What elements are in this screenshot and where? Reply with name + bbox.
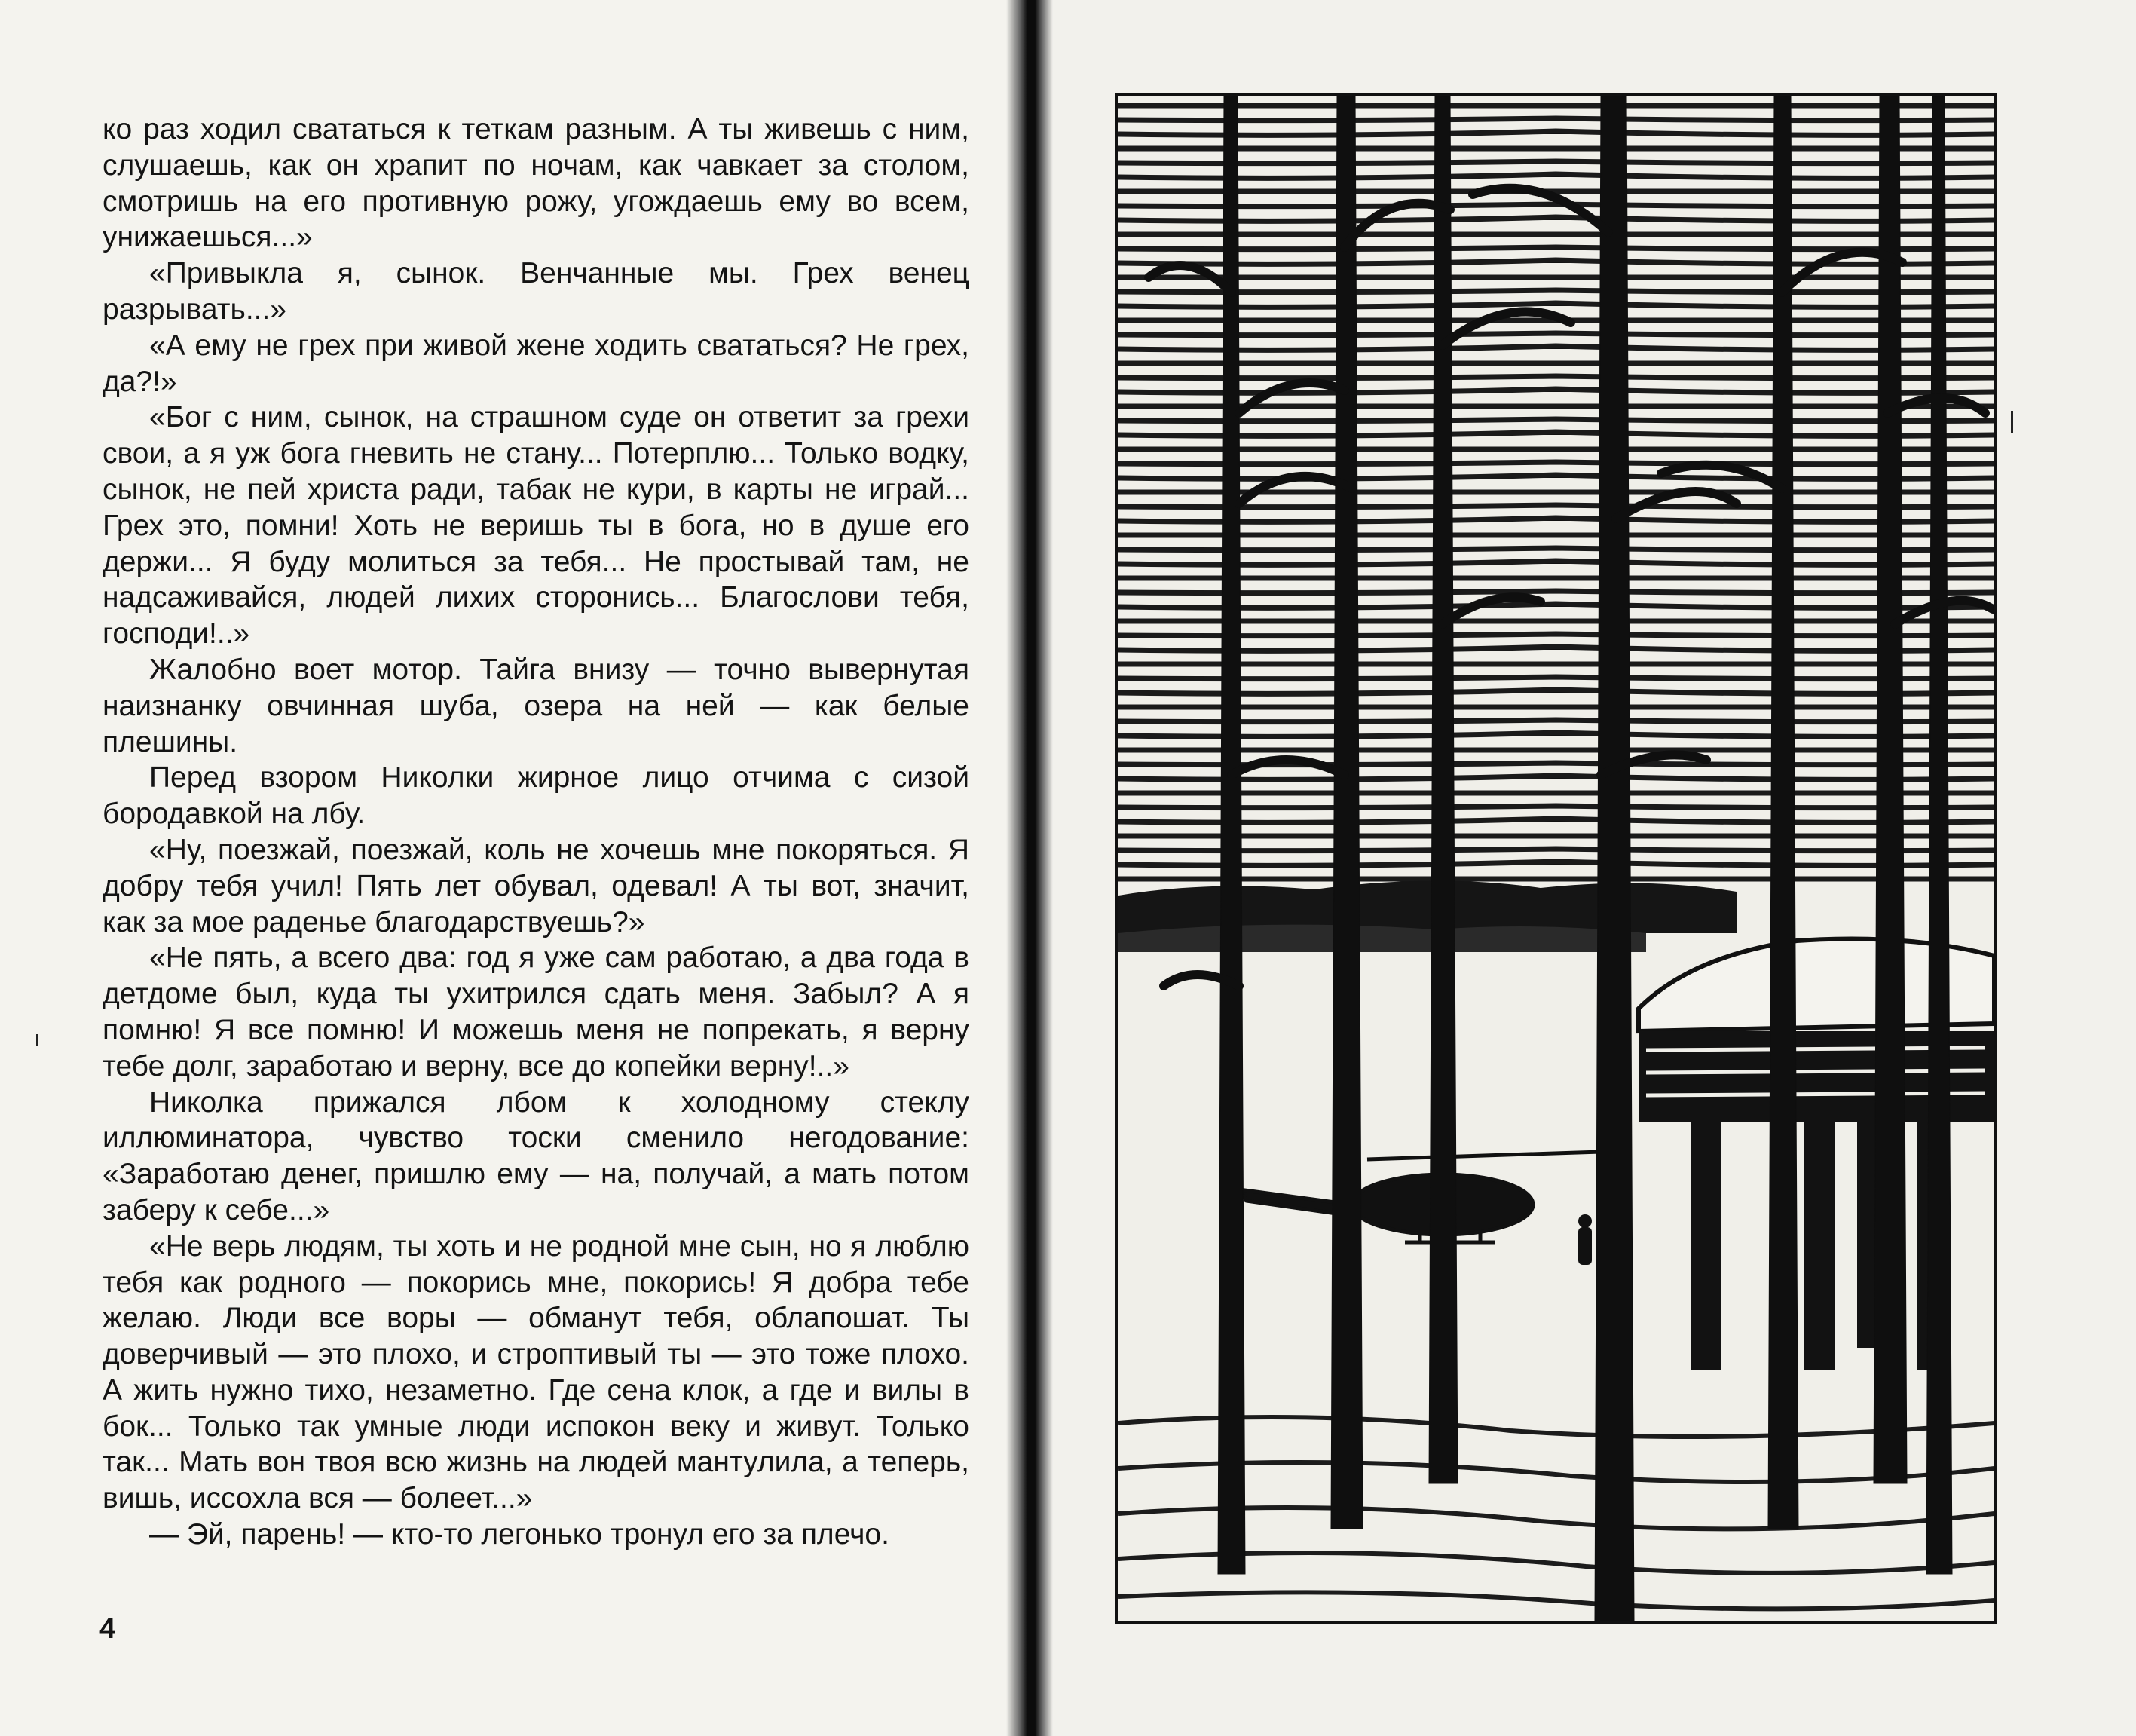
paragraph: «А ему не грех при живой жене ходить свататься? Не грех, да?!»	[103, 329, 969, 398]
paragraph: «Не верь людям, ты хоть и не родной мне сын, но я люблю тебя как родного — покорись мне, покорись! Я добра тебе желаю. Люди все воры — обманут тебя, облапошат. Ты доверчивый — это плохо, и строптивый ты — это тоже плохо. А жить нужно тихо, незаметно. Где сена клок, а где и вилы в бок... Только так умные люди испокон веку и живут. Только так... Мать вон твоя всю жизнь на людей мантулила, а теперь, вишь, иссохла вся — болеет...»	[103, 1229, 969, 1515]
paragraph: ко раз ходил свататься к теткам разным. А ты живешь с ним, слушаешь, как он храпит по ночам, как чавкает за столом, смотришь на его противную рожу, угождаешь ему во всем, унижаешься...»	[103, 113, 969, 254]
page-number: 4	[99, 1613, 116, 1645]
paragraph: Перед взором Николки жирное лицо отчима с сизой бородавкой на лбу.	[103, 761, 969, 831]
woodcut-illustration-icon	[1115, 93, 1997, 1624]
paragraph: Жалобно воет мотор. Тайга внизу — точно вывернутая наизнанку овчинная шуба, озера на ней — как белые плешины.	[103, 653, 969, 758]
paragraph: «Бог с ним, сынок, на страшном суде он ответит за грехи свои, а я уж бога гневить не стану... Потерплю... Только водку, сынок, не пей христа ради, табак не кури, в карты не играй... Грех это, помни! Хоть не веришь ты в бога, но в душе его держи... Я буду молиться за тебя... Не простывай там, не надсаживайся, людей лихих сторонись... Благослови тебя, господи!..»	[103, 401, 969, 651]
body-text	[103, 112, 969, 1553]
scan-artifact	[2011, 411, 2013, 433]
paragraph: «Не пять, а всего два: год я уже сам работаю, а два года в детдоме был, куда ты ухитрился сдать меня. Забыл? А я помню! Я все помню! И можешь меня не попрекать, я верну тебе долг, заработаю и верну, все до копейки верну!..»	[103, 941, 969, 1082]
book-gutter	[1006, 0, 1053, 1736]
paragraph: «Привыкла я, сынок. Венчанные мы. Грех венец разрывать...»	[103, 257, 969, 326]
left-page	[0, 0, 1018, 1736]
paragraph: — Эй, парень! — кто-то легонько тронул его за плечо.	[149, 1518, 889, 1551]
scan-artifact	[36, 1034, 38, 1046]
paragraph: Николка прижался лбом к холодному стеклу иллюминатора, чувство тоски сменило негодование: «Заработаю денег, пришлю ему — на, получай, а мать потом заберу к себе...»	[103, 1085, 969, 1226]
paragraph: «Ну, поезжай, поезжай, коль не хочешь мне покоряться. Я добру тебя учил! Пять лет обувал, одевал! А ты вот, значит, как за мое раденье благодарствуешь?»	[103, 833, 969, 938]
